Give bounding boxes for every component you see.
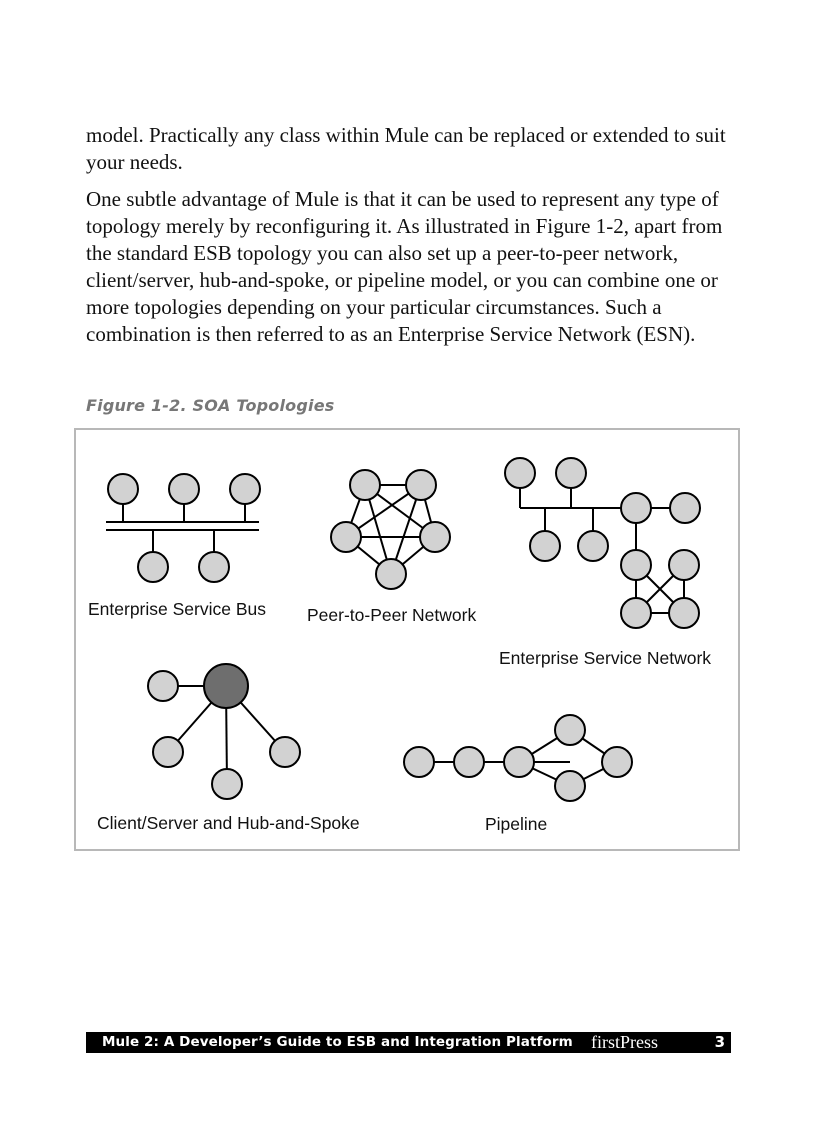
hub-node	[153, 737, 183, 767]
topologies-diagram	[76, 430, 742, 853]
hub-center-node	[204, 664, 248, 708]
pipeline-node	[404, 747, 434, 777]
esn-node	[530, 531, 560, 561]
topologies-figure	[74, 428, 740, 851]
footer-book-title: Mule 2: A Developer’s Guide to ESB and Integration Platform	[102, 1034, 573, 1050]
p2p-node	[406, 470, 436, 500]
esn-node	[670, 493, 700, 523]
esn-node	[621, 493, 651, 523]
pipeline-node	[602, 747, 632, 777]
esb-node	[138, 552, 168, 582]
p2p-node	[331, 522, 361, 552]
esn-node	[669, 550, 699, 580]
figure-caption: Figure 1-2. SOA Topologies	[86, 396, 335, 415]
body-paragraph-2: One subtle advantage of Mule is that it can be used to represent any type of topology merely by reconfiguring it. As illustrated in Figure 1-2, apart from the standard ESB topology you can also set up a peer-to-peer network, client/server, hub-and-spoke, or pipeline model, or you can combine one or more topologies depending on your particular circumstances. Such a combination is then referred to as an Enterprise Service Network (ESN).	[86, 187, 723, 346]
esb-node	[199, 552, 229, 582]
footer-bar	[86, 1032, 731, 1053]
pipeline-node	[454, 747, 484, 777]
esb-topology	[106, 474, 260, 582]
pipeline-topology	[404, 715, 632, 801]
esn-node	[556, 458, 586, 488]
esn-node	[505, 458, 535, 488]
page-number: 3	[714, 1033, 725, 1051]
esb-node	[108, 474, 138, 504]
esn-node	[621, 550, 651, 580]
esn-topology	[505, 458, 700, 628]
esn-node	[669, 598, 699, 628]
footer-brand-logo: firstPress	[591, 1032, 658, 1052]
esn-label: Enterprise Service Network	[499, 648, 712, 668]
esb-node	[230, 474, 260, 504]
body-paragraph-1: model. Practically any class within Mule can be replaced or extended to suit your needs.	[86, 123, 726, 174]
hub-node	[270, 737, 300, 767]
pipeline-node	[504, 747, 534, 777]
pipeline-node	[555, 715, 585, 745]
p2p-node	[376, 559, 406, 589]
esb-node	[169, 474, 199, 504]
esb-label: Enterprise Service Bus	[88, 599, 266, 619]
p2p-node	[350, 470, 380, 500]
hub-node	[212, 769, 242, 799]
esn-node	[578, 531, 608, 561]
esn-node	[621, 598, 651, 628]
pipeline-label: Pipeline	[485, 814, 548, 834]
p2p-node	[420, 522, 450, 552]
p2p-topology	[331, 470, 450, 589]
hub-node	[148, 671, 178, 701]
pipeline-node	[555, 771, 585, 801]
hub-spoke-label: Client/Server and Hub-and-Spoke	[97, 813, 360, 833]
hub-spoke-topology	[148, 664, 300, 799]
p2p-label: Peer-to-Peer Network	[307, 605, 477, 625]
